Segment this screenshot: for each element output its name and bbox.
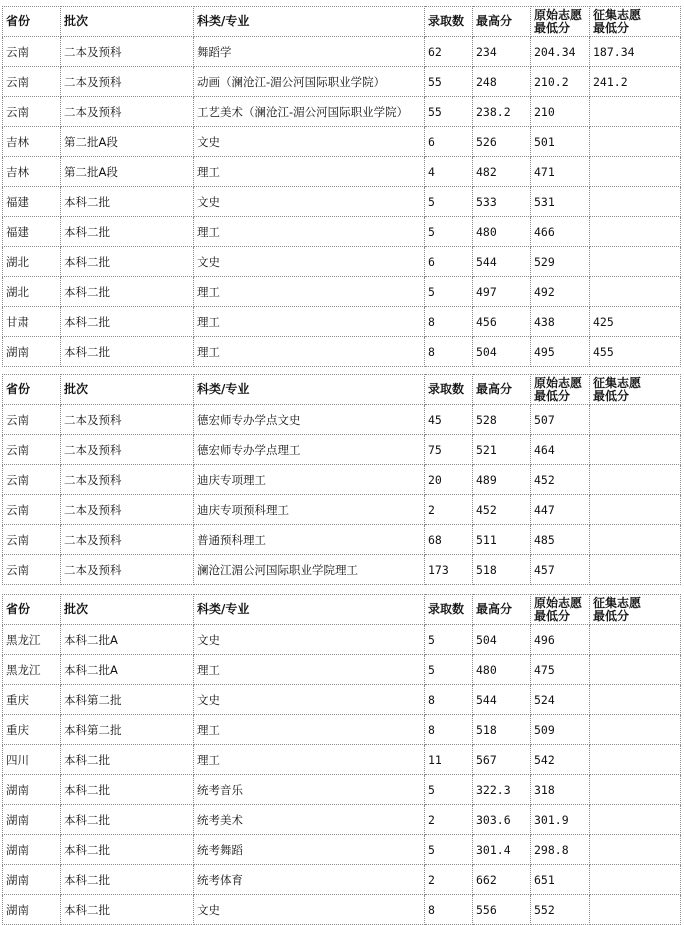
table-cell: 485 — [531, 525, 590, 555]
table-row — [3, 685, 681, 715]
column-header: 批次 — [61, 375, 194, 405]
table-cell: 本科二批 — [61, 745, 194, 775]
table-cell: 301.9 — [531, 805, 590, 835]
table-row — [3, 525, 681, 555]
table-cell: 6 — [425, 247, 473, 277]
table-cell: 8 — [425, 895, 473, 925]
table-cell: 德宏师专办学点理工 — [194, 435, 425, 465]
column-header: 最高分 — [473, 595, 531, 625]
table-cell: 湖南 — [3, 865, 61, 895]
table-cell: 5 — [425, 655, 473, 685]
table-cell: 工艺美术（澜沧江-湄公河国际职业学院） — [194, 97, 425, 127]
table-cell — [590, 715, 681, 745]
table-cell — [590, 277, 681, 307]
table-cell: 204.34 — [531, 37, 590, 67]
table-header-row — [3, 7, 681, 37]
table-cell — [590, 247, 681, 277]
table-row — [3, 495, 681, 525]
table-cell: 4 — [425, 157, 473, 187]
table-row — [3, 187, 681, 217]
table-cell: 2 — [425, 805, 473, 835]
table-row — [3, 247, 681, 277]
table-cell: 甘肃 — [3, 307, 61, 337]
table-cell: 2 — [425, 865, 473, 895]
table-cell: 理工 — [194, 307, 425, 337]
table-cell: 556 — [473, 895, 531, 925]
column-header: 科类/专业 — [194, 375, 425, 405]
table-row — [3, 337, 681, 367]
table-cell — [590, 465, 681, 495]
table-cell: 456 — [473, 307, 531, 337]
table-cell: 447 — [531, 495, 590, 525]
table-cell — [590, 525, 681, 555]
column-header: 征集志愿 最低分 — [590, 7, 681, 37]
table-cell: 480 — [473, 655, 531, 685]
table-row — [3, 67, 681, 97]
column-header: 录取数 — [425, 7, 473, 37]
table-cell: 55 — [425, 67, 473, 97]
table-cell: 湖南 — [3, 895, 61, 925]
table-cell: 521 — [473, 435, 531, 465]
table-cell: 528 — [473, 405, 531, 435]
table-cell: 文史 — [194, 895, 425, 925]
table-row — [3, 715, 681, 745]
table-cell: 吉林 — [3, 157, 61, 187]
table-cell: 482 — [473, 157, 531, 187]
table-cell: 本科二批 — [61, 895, 194, 925]
table-cell — [590, 745, 681, 775]
table-cell: 迪庆专项预科理工 — [194, 495, 425, 525]
table-cell: 四川 — [3, 745, 61, 775]
table-cell: 云南 — [3, 97, 61, 127]
table-cell: 文史 — [194, 187, 425, 217]
table-cell: 518 — [473, 715, 531, 745]
table-cell: 8 — [425, 307, 473, 337]
table-cell: 湖南 — [3, 835, 61, 865]
table-cell: 湖南 — [3, 805, 61, 835]
admission-table — [2, 594, 681, 925]
table-cell: 云南 — [3, 67, 61, 97]
table-row — [3, 465, 681, 495]
table-cell: 552 — [531, 895, 590, 925]
table-cell: 统考音乐 — [194, 775, 425, 805]
table-cell: 497 — [473, 277, 531, 307]
table-cell: 210.2 — [531, 67, 590, 97]
table-cell: 471 — [531, 157, 590, 187]
table-cell: 452 — [531, 465, 590, 495]
table-cell — [590, 775, 681, 805]
table-cell: 234 — [473, 37, 531, 67]
table-cell: 5 — [425, 277, 473, 307]
table-cell: 480 — [473, 217, 531, 247]
table-cell: 475 — [531, 655, 590, 685]
table-cell: 本科二批A — [61, 655, 194, 685]
table-cell — [590, 217, 681, 247]
table-cell: 509 — [531, 715, 590, 745]
table-cell: 云南 — [3, 37, 61, 67]
table-cell: 二本及预科 — [61, 37, 194, 67]
table-cell: 466 — [531, 217, 590, 247]
table-cell: 531 — [531, 187, 590, 217]
table-cell: 8 — [425, 685, 473, 715]
table-cell: 二本及预科 — [61, 97, 194, 127]
column-header: 最高分 — [473, 7, 531, 37]
table-cell: 二本及预科 — [61, 525, 194, 555]
table-cell — [590, 835, 681, 865]
table-cell: 湖北 — [3, 277, 61, 307]
table-cell: 173 — [425, 555, 473, 585]
table-cell: 二本及预科 — [61, 495, 194, 525]
table-cell: 文史 — [194, 625, 425, 655]
table-row — [3, 97, 681, 127]
table-cell: 云南 — [3, 525, 61, 555]
table-cell: 5 — [425, 775, 473, 805]
table-cell: 298.8 — [531, 835, 590, 865]
table-cell: 二本及预科 — [61, 67, 194, 97]
table-cell: 11 — [425, 745, 473, 775]
table-cell: 322.3 — [473, 775, 531, 805]
table-header-row — [3, 375, 681, 405]
table-cell: 533 — [473, 187, 531, 217]
column-header: 原始志愿 最低分 — [531, 595, 590, 625]
column-header: 录取数 — [425, 375, 473, 405]
table-cell: 文史 — [194, 127, 425, 157]
table-cell — [590, 865, 681, 895]
table-cell: 662 — [473, 865, 531, 895]
table-cell: 504 — [473, 337, 531, 367]
admission-table — [2, 6, 681, 367]
table-cell: 5 — [425, 217, 473, 247]
table-cell — [590, 555, 681, 585]
table-cell: 理工 — [194, 277, 425, 307]
table-cell: 统考体育 — [194, 865, 425, 895]
table-cell: 云南 — [3, 555, 61, 585]
column-header: 批次 — [61, 7, 194, 37]
table-cell: 本科二批 — [61, 775, 194, 805]
table-cell: 理工 — [194, 337, 425, 367]
table-cell: 8 — [425, 715, 473, 745]
table-cell: 8 — [425, 337, 473, 367]
table-cell: 457 — [531, 555, 590, 585]
table-cell: 495 — [531, 337, 590, 367]
column-header: 录取数 — [425, 595, 473, 625]
table-cell: 55 — [425, 97, 473, 127]
column-header: 省份 — [3, 7, 61, 37]
table-cell — [590, 685, 681, 715]
table-cell: 238.2 — [473, 97, 531, 127]
table-cell: 舞蹈学 — [194, 37, 425, 67]
table-cell: 湖南 — [3, 337, 61, 367]
table-cell: 本科第二批 — [61, 685, 194, 715]
table-row — [3, 37, 681, 67]
table-cell: 云南 — [3, 465, 61, 495]
table-cell: 455 — [590, 337, 681, 367]
table-cell: 489 — [473, 465, 531, 495]
table-cell: 425 — [590, 307, 681, 337]
table-cell: 动画（澜沧江-湄公河国际职业学院） — [194, 67, 425, 97]
table-row — [3, 805, 681, 835]
column-header: 征集志愿 最低分 — [590, 595, 681, 625]
table-cell: 187.34 — [590, 37, 681, 67]
table-row — [3, 217, 681, 247]
table-cell — [590, 495, 681, 525]
table-cell: 5 — [425, 625, 473, 655]
table-cell: 501 — [531, 127, 590, 157]
table-cell: 湖北 — [3, 247, 61, 277]
table-cell: 301.4 — [473, 835, 531, 865]
table-cell: 567 — [473, 745, 531, 775]
table-cell — [590, 805, 681, 835]
table-cell: 第二批A段 — [61, 157, 194, 187]
table-cell: 本科二批 — [61, 307, 194, 337]
table-cell: 62 — [425, 37, 473, 67]
table-cell: 529 — [531, 247, 590, 277]
table-cell — [590, 655, 681, 685]
table-cell — [590, 187, 681, 217]
table-cell: 20 — [425, 465, 473, 495]
table-row — [3, 625, 681, 655]
table-cell: 5 — [425, 835, 473, 865]
table-row — [3, 435, 681, 465]
table-cell: 二本及预科 — [61, 405, 194, 435]
table-cell: 492 — [531, 277, 590, 307]
table-cell: 507 — [531, 405, 590, 435]
table-cell: 本科二批 — [61, 187, 194, 217]
table-cell: 二本及预科 — [61, 465, 194, 495]
table-cell: 524 — [531, 685, 590, 715]
table-cell: 511 — [473, 525, 531, 555]
table-row — [3, 655, 681, 685]
table-row — [3, 835, 681, 865]
table-cell: 303.6 — [473, 805, 531, 835]
column-header: 批次 — [61, 595, 194, 625]
table-cell — [590, 625, 681, 655]
table-cell: 迪庆专项理工 — [194, 465, 425, 495]
table-cell: 438 — [531, 307, 590, 337]
table-row — [3, 895, 681, 925]
table-cell: 本科二批 — [61, 247, 194, 277]
table-cell: 2 — [425, 495, 473, 525]
column-header: 科类/专业 — [194, 595, 425, 625]
table-cell — [590, 435, 681, 465]
table-cell: 452 — [473, 495, 531, 525]
table-cell: 云南 — [3, 495, 61, 525]
table-cell: 6 — [425, 127, 473, 157]
table-cell: 本科二批 — [61, 337, 194, 367]
table-cell: 澜沧江湄公河国际职业学院理工 — [194, 555, 425, 585]
table-cell: 504 — [473, 625, 531, 655]
table-cell: 5 — [425, 187, 473, 217]
table-cell: 云南 — [3, 405, 61, 435]
table-row — [3, 307, 681, 337]
table-cell: 本科二批 — [61, 805, 194, 835]
table-cell: 本科第二批 — [61, 715, 194, 745]
table-row — [3, 127, 681, 157]
table-cell: 本科二批A — [61, 625, 194, 655]
table-cell: 统考舞蹈 — [194, 835, 425, 865]
table-cell: 理工 — [194, 157, 425, 187]
table-cell — [590, 405, 681, 435]
table-cell: 云南 — [3, 435, 61, 465]
column-header: 原始志愿 最低分 — [531, 375, 590, 405]
table-cell — [590, 97, 681, 127]
table-row — [3, 745, 681, 775]
table-cell: 普通预科理工 — [194, 525, 425, 555]
table-cell: 75 — [425, 435, 473, 465]
table-cell: 210 — [531, 97, 590, 127]
column-header: 省份 — [3, 375, 61, 405]
column-header: 最高分 — [473, 375, 531, 405]
table-cell: 统考美术 — [194, 805, 425, 835]
table-row — [3, 555, 681, 585]
column-header: 科类/专业 — [194, 7, 425, 37]
table-row — [3, 157, 681, 187]
table-cell: 理工 — [194, 217, 425, 247]
column-header: 征集志愿 最低分 — [590, 375, 681, 405]
table-row — [3, 405, 681, 435]
table-cell: 第二批A段 — [61, 127, 194, 157]
table-cell: 45 — [425, 405, 473, 435]
table-header-row — [3, 595, 681, 625]
table-cell: 496 — [531, 625, 590, 655]
table-cell: 二本及预科 — [61, 555, 194, 585]
table-cell: 本科二批 — [61, 865, 194, 895]
table-cell: 526 — [473, 127, 531, 157]
table-cell: 本科二批 — [61, 277, 194, 307]
table-cell: 二本及预科 — [61, 435, 194, 465]
table-cell: 544 — [473, 247, 531, 277]
table-cell — [590, 895, 681, 925]
table-cell: 黑龙江 — [3, 655, 61, 685]
admission-table — [2, 374, 681, 585]
table-cell — [590, 157, 681, 187]
table-cell: 重庆 — [3, 715, 61, 745]
table-cell: 518 — [473, 555, 531, 585]
table-cell — [590, 127, 681, 157]
table-cell: 248 — [473, 67, 531, 97]
table-cell: 福建 — [3, 217, 61, 247]
table-row — [3, 775, 681, 805]
table-cell: 重庆 — [3, 685, 61, 715]
table-cell: 本科二批 — [61, 217, 194, 247]
table-cell: 544 — [473, 685, 531, 715]
table-cell: 湖南 — [3, 775, 61, 805]
table-cell: 理工 — [194, 655, 425, 685]
table-cell: 318 — [531, 775, 590, 805]
table-cell: 464 — [531, 435, 590, 465]
column-header: 原始志愿 最低分 — [531, 7, 590, 37]
table-cell: 文史 — [194, 685, 425, 715]
table-cell: 文史 — [194, 247, 425, 277]
table-cell: 241.2 — [590, 67, 681, 97]
table-cell: 吉林 — [3, 127, 61, 157]
table-cell: 理工 — [194, 715, 425, 745]
table-cell: 德宏师专办学点文史 — [194, 405, 425, 435]
table-row — [3, 865, 681, 895]
table-cell: 542 — [531, 745, 590, 775]
table-cell: 651 — [531, 865, 590, 895]
table-cell: 福建 — [3, 187, 61, 217]
table-cell: 68 — [425, 525, 473, 555]
table-cell: 黑龙江 — [3, 625, 61, 655]
table-cell: 理工 — [194, 745, 425, 775]
table-row — [3, 277, 681, 307]
column-header: 省份 — [3, 595, 61, 625]
table-cell: 本科二批 — [61, 835, 194, 865]
